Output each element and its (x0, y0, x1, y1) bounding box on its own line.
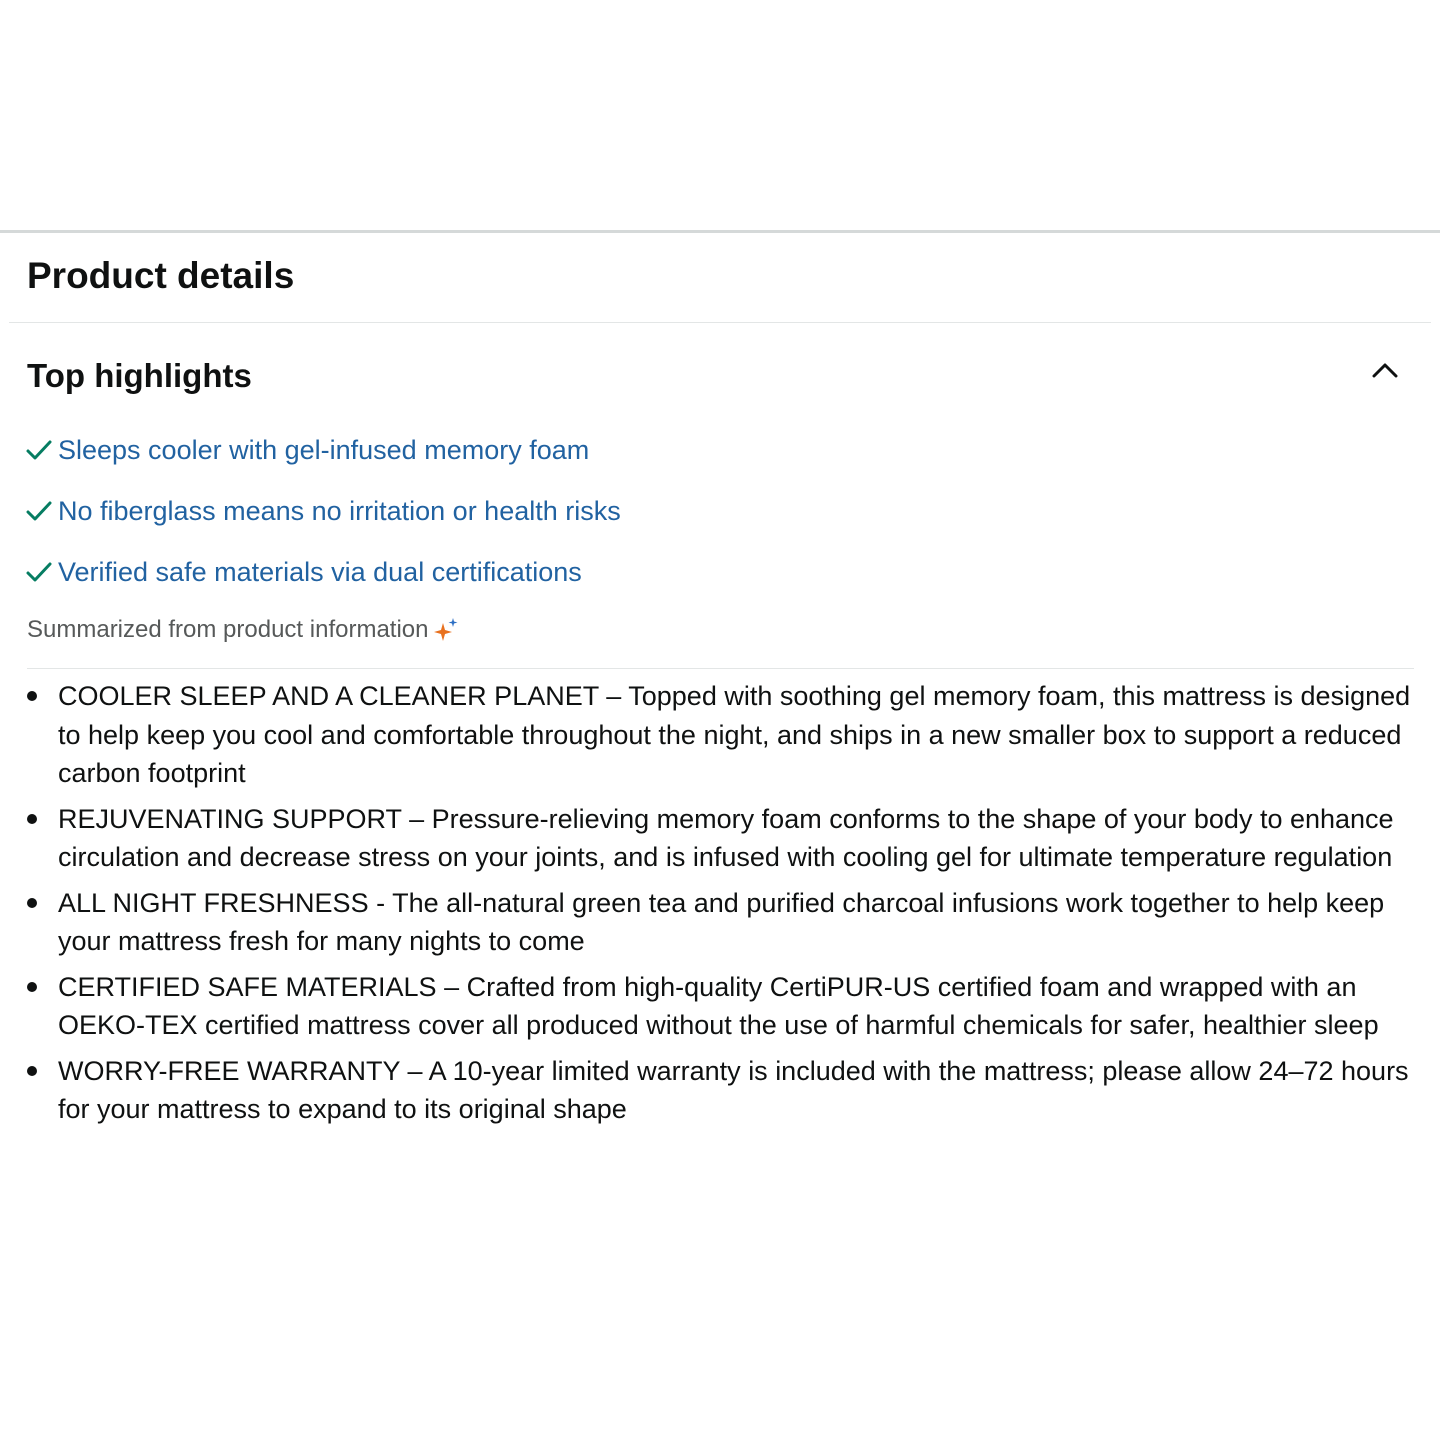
bullet-dot (27, 898, 37, 908)
bullet-dot (27, 982, 37, 992)
feature-bullet-text: WORRY-FREE WARRANTY – A 10-year limited warranty is included with the mattress; please allow 24–72 hours for your mattress to expand to its original shape (58, 1055, 1409, 1124)
feature-bullet-text: ALL NIGHT FRESHNESS - The all-natural green tea and purified charcoal infusions work together to help keep your mattress fresh for many nights to come (58, 887, 1385, 956)
checkmark-icon (24, 435, 54, 465)
feature-bullet-text: COOLER SLEEP AND A CLEANER PLANET – Topped with soothing gel memory foam, this mattress is designed to help keep you cool and comfortable throughout the night, and ships in a new smaller box to support a reduced carbon footprint (58, 681, 1411, 788)
top-highlights-list (24, 428, 621, 611)
top-highlights-heading: Top highlights (27, 357, 252, 394)
product-details-heading: Product details (27, 255, 295, 296)
product-details-divider (9, 322, 1431, 323)
summary-note-text: Summarized from product information (27, 616, 429, 643)
feature-bullet (58, 677, 1422, 793)
highlight-link[interactable]: No fiberglass means no irritation or health risks (58, 495, 621, 526)
about-this-item-list (58, 677, 1422, 1136)
section-divider-top (0, 230, 1440, 233)
bullet-dot (27, 814, 37, 824)
chevron-up-icon (1371, 361, 1399, 379)
bullet-dot (27, 691, 37, 701)
ai-sparkle-icon (433, 617, 459, 643)
highlight-item[interactable] (24, 428, 621, 472)
feature-bullet (58, 884, 1422, 961)
highlight-item[interactable] (24, 550, 621, 594)
highlight-link[interactable]: Sleeps cooler with gel-infused memory foam (58, 434, 590, 465)
feature-bullet (58, 800, 1422, 877)
feature-bullet-text: REJUVENATING SUPPORT – Pressure-relieving memory foam conforms to the shape of your body to enhance circulation and decrease stress on your joints, and is infused with cooling gel for ultimate temperature regulation (58, 803, 1394, 872)
checkmark-icon (24, 496, 54, 526)
ai-summary-note (27, 613, 459, 647)
highlights-divider (27, 668, 1414, 669)
feature-bullet (58, 1052, 1422, 1129)
feature-bullet-text: CERTIFIED SAFE MATERIALS – Crafted from high-quality CertiPUR-US certified foam and wrapped with an OEKO-TEX certified mattress cover all produced without the use of harmful chemicals for safer, healthier sleep (58, 971, 1379, 1040)
top-highlights-header[interactable] (0, 350, 1440, 402)
bullet-dot (27, 1066, 37, 1076)
highlight-item[interactable] (24, 489, 621, 533)
feature-bullet (58, 968, 1422, 1045)
highlight-link[interactable]: Verified safe materials via dual certifications (58, 556, 582, 587)
collapse-toggle-button[interactable] (1362, 350, 1408, 390)
checkmark-icon (24, 557, 54, 587)
